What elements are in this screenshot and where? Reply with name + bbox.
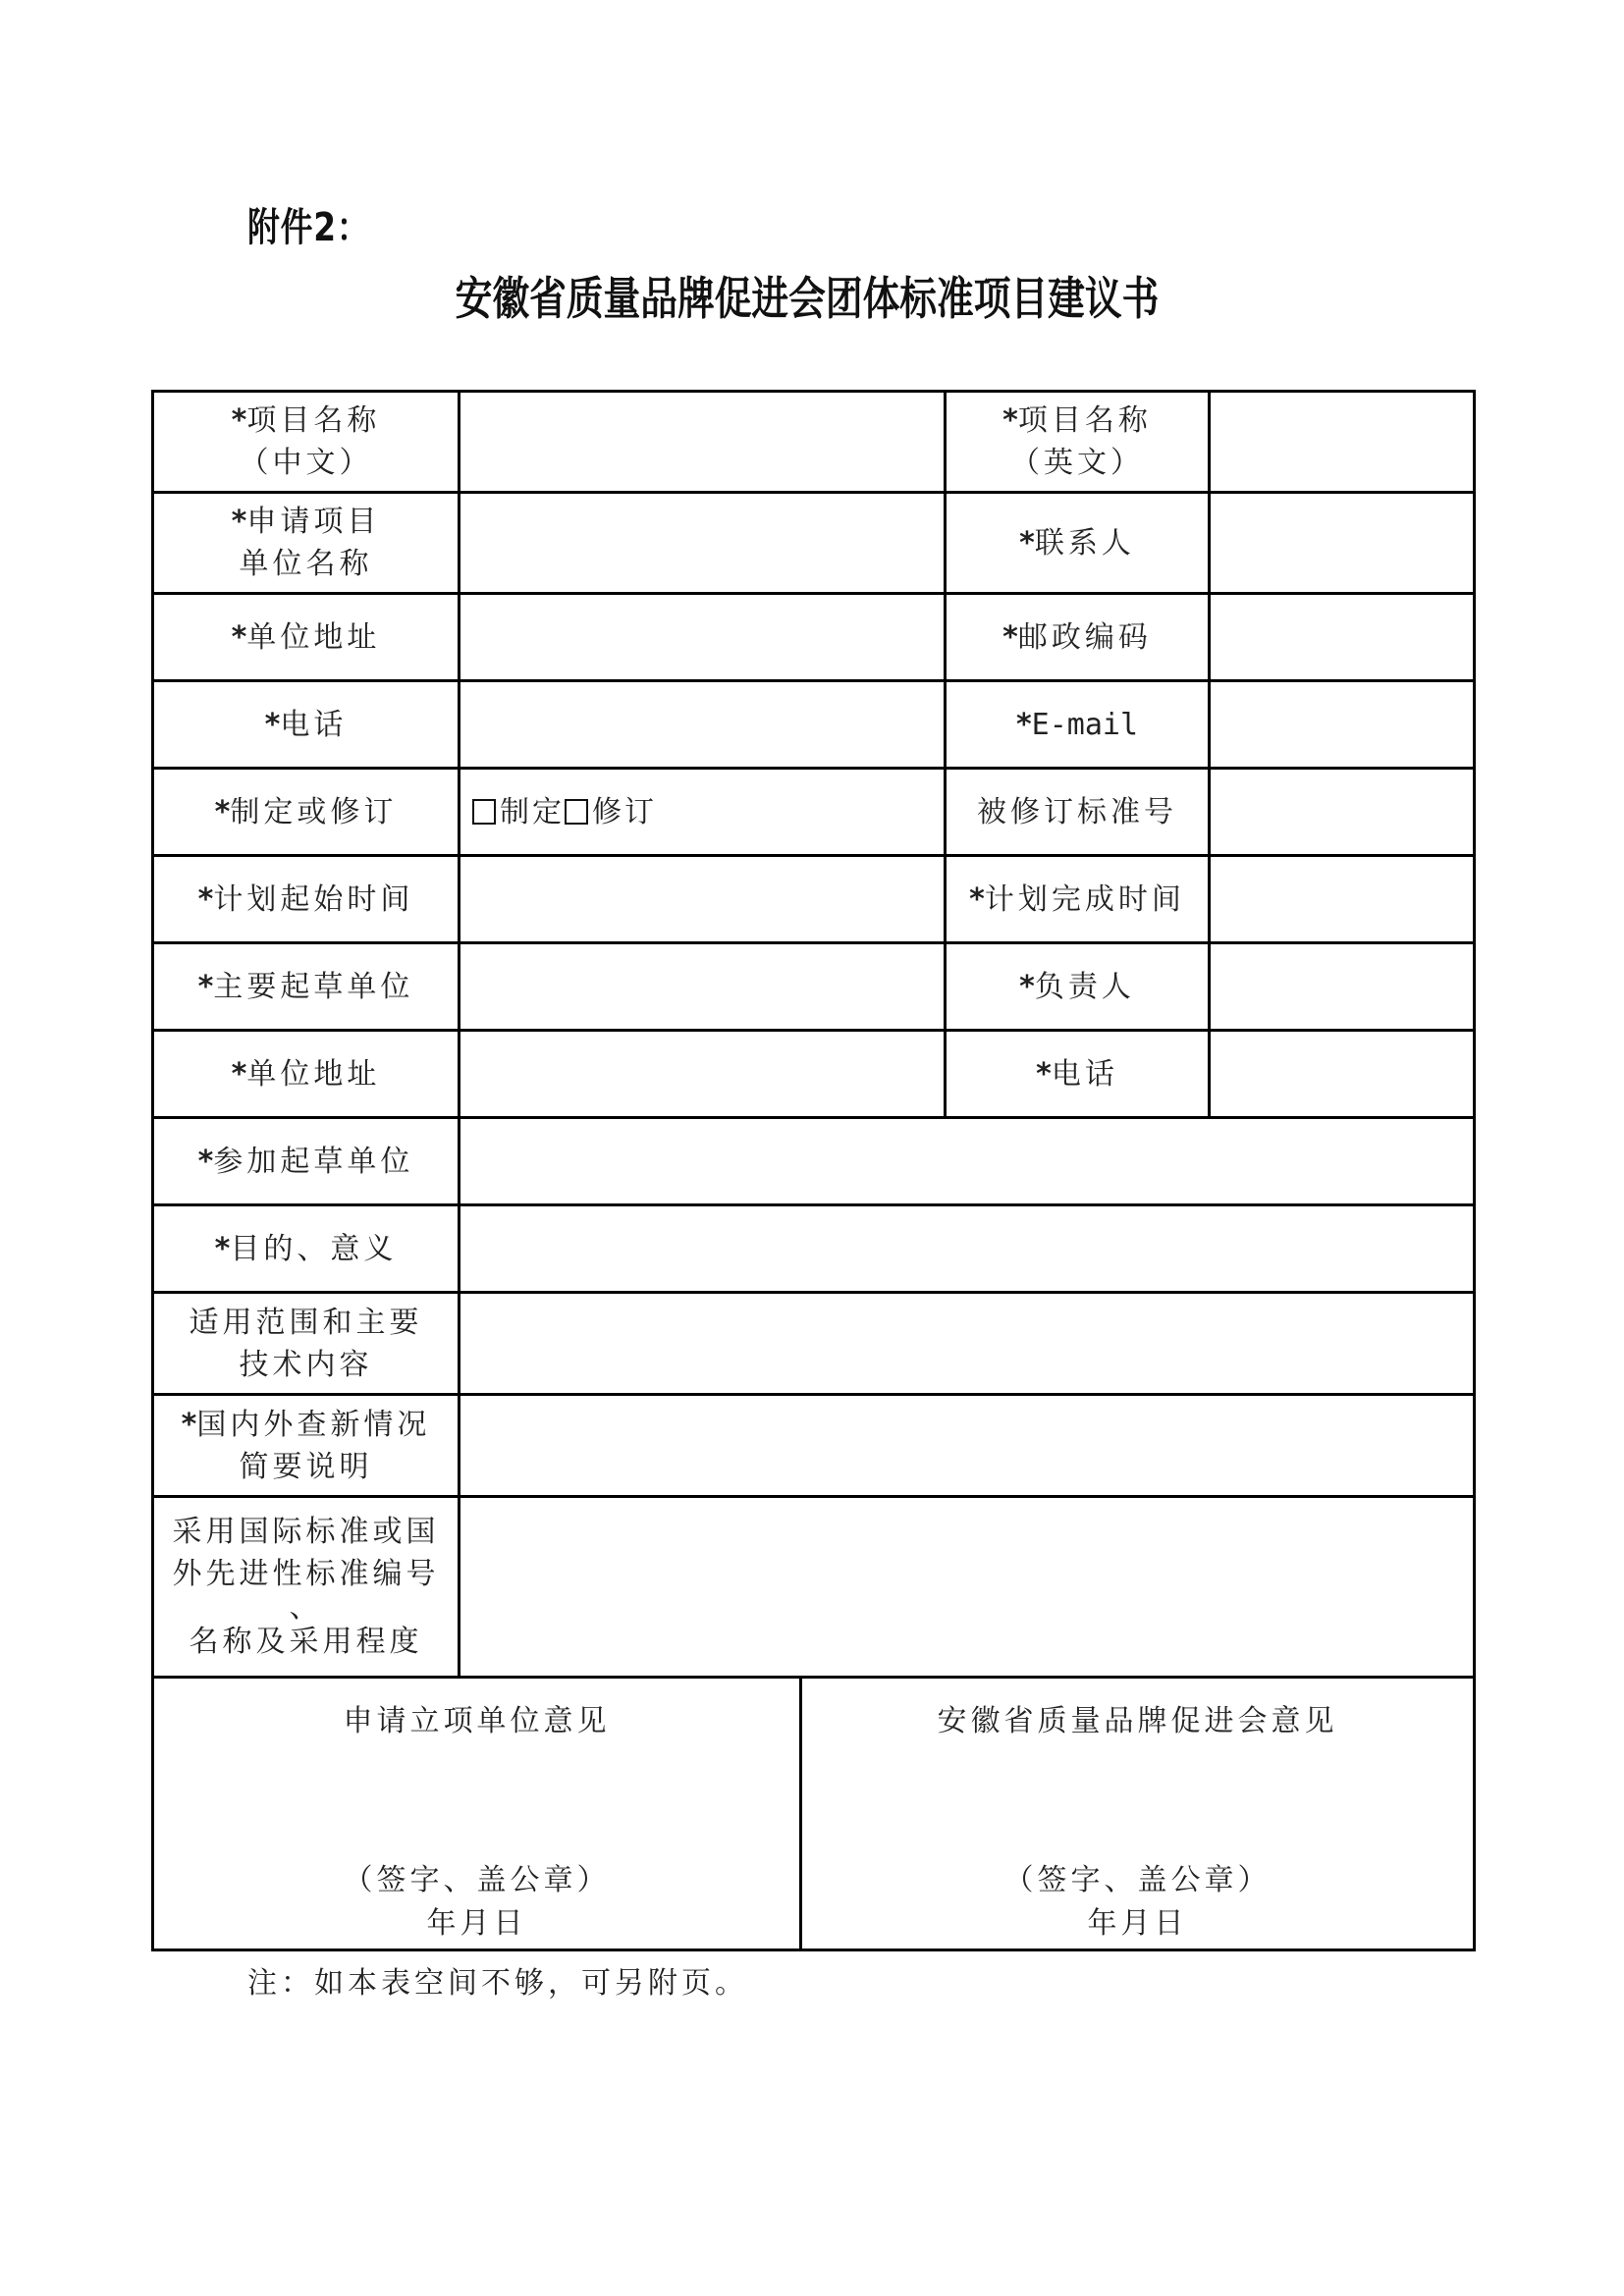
proposal-form-table [151, 390, 1476, 1679]
association-signature-seal: （签字、盖公章） [1003, 1863, 1272, 1897]
label-participating-units: *参加起草单位 [153, 1118, 460, 1205]
required-marker: * [1019, 525, 1035, 561]
person-in-charge-field[interactable] [1210, 943, 1475, 1031]
participating-units-field[interactable] [460, 1118, 1475, 1205]
planned-start-field[interactable] [460, 856, 946, 943]
document-title [0, 263, 1624, 328]
label-project-name-cn: *项目名称 （中文） [153, 392, 460, 493]
required-marker: * [1019, 969, 1035, 1004]
label-phone: *电话 [153, 681, 460, 769]
label-contact-person: *联系人 [946, 493, 1210, 594]
formulate-checkbox[interactable] [472, 799, 496, 825]
required-marker: * [214, 794, 231, 829]
required-marker: * [969, 881, 985, 917]
label-purpose-significance: *目的、意义 [153, 1205, 460, 1293]
label-main-drafting-unit: *主要起草单位 [153, 943, 460, 1031]
label-postal-code: *邮政编码 [946, 594, 1210, 681]
required-marker: * [197, 969, 214, 1004]
drafting-phone-field[interactable] [1210, 1031, 1475, 1118]
form-row-international-standards [153, 1497, 1475, 1678]
required-marker: * [231, 505, 247, 539]
required-marker: * [231, 403, 247, 438]
label-project-name-en: *项目名称 （英文） [946, 392, 1210, 493]
planned-finish-field[interactable] [1210, 856, 1475, 943]
form-row-type [153, 769, 1475, 856]
label-international-standards: 采用国际标准或国 外先进性标准编号 、 名称及采用程度 [153, 1497, 460, 1678]
main-drafting-unit-field[interactable] [460, 943, 946, 1031]
form-row-address [153, 594, 1475, 681]
association-opinion-cell[interactable] [801, 1678, 1475, 1950]
required-marker: * [1036, 1056, 1052, 1092]
required-marker: * [181, 1407, 197, 1442]
form-row-scope [153, 1293, 1475, 1395]
email-field[interactable] [1210, 681, 1475, 769]
international-standards-field[interactable] [460, 1497, 1475, 1678]
novelty-search-field[interactable] [460, 1395, 1475, 1497]
applicant-signature-seal: （签字、盖公章） [343, 1863, 611, 1897]
label-revised-standard-no: 被修订标准号 [946, 769, 1210, 856]
form-row-drafting-unit [153, 943, 1475, 1031]
required-marker: * [214, 1231, 231, 1266]
applicant-opinion-cell[interactable] [153, 1678, 801, 1950]
drafting-unit-address-field[interactable] [460, 1031, 946, 1118]
association-date: 年月日 [1087, 1906, 1188, 1941]
project-name-cn-field[interactable] [460, 392, 946, 493]
scope-technical-content-field[interactable] [460, 1293, 1475, 1395]
project-name-en-field[interactable] [1210, 392, 1475, 493]
form-row-purpose [153, 1205, 1475, 1293]
contact-person-field[interactable] [1210, 493, 1475, 594]
label-novelty-search: *国内外查新情况 简要说明 [153, 1395, 460, 1497]
label-scope-technical-content: 适用范围和主要 技术内容 [153, 1293, 460, 1395]
formulate-option-label: 制定 [500, 794, 565, 829]
label-planned-finish: *计划完成时间 [946, 856, 1210, 943]
required-marker: * [1002, 619, 1018, 655]
required-marker: * [264, 707, 281, 742]
label-unit-address: *单位地址 [153, 594, 460, 681]
form-row-phone-email [153, 681, 1475, 769]
purpose-significance-field[interactable] [460, 1205, 1475, 1293]
form-row-drafting-address [153, 1031, 1475, 1118]
required-marker: * [197, 881, 214, 917]
required-marker: * [197, 1144, 214, 1179]
unit-address-field[interactable] [460, 594, 946, 681]
phone-field[interactable] [460, 681, 946, 769]
formulate-or-revise-options [460, 769, 946, 856]
form-row-novelty-search [153, 1395, 1475, 1497]
revise-option-label: 修订 [592, 794, 657, 829]
label-drafting-phone: *电话 [946, 1031, 1210, 1118]
footnote: 注：如本表空间不够，可另附页。 [247, 1966, 748, 2001]
revise-checkbox[interactable] [565, 799, 588, 825]
label-applicant-unit: *申请项目 单位名称 [153, 493, 460, 594]
required-marker: * [231, 619, 247, 655]
applicant-unit-field[interactable] [460, 493, 946, 594]
attachment-label: 附件2： [247, 205, 370, 250]
required-marker: * [231, 1056, 247, 1092]
label-formulate-or-revise: *制定或修订 [153, 769, 460, 856]
applicant-date: 年月日 [426, 1906, 527, 1941]
form-row-participating-units [153, 1118, 1475, 1205]
required-marker: * [1015, 707, 1032, 742]
revised-standard-no-field[interactable] [1210, 769, 1475, 856]
label-drafting-unit-address: *单位地址 [153, 1031, 460, 1118]
label-email: *E-mail [946, 681, 1210, 769]
required-marker: * [1002, 403, 1018, 438]
postal-code-field[interactable] [1210, 594, 1475, 681]
document-title-text: 安徽省质量品牌促进会团体标准项目建议书 [455, 272, 1160, 325]
label-person-in-charge: *负责人 [946, 943, 1210, 1031]
label-planned-start: *计划起始时间 [153, 856, 460, 943]
form-row-project-name [153, 392, 1475, 493]
association-opinion-heading: 安徽省质量品牌促进会意见 [937, 1704, 1338, 1738]
form-row-applicant [153, 493, 1475, 594]
form-row-schedule [153, 856, 1475, 943]
applicant-opinion-heading: 申请立项单位意见 [343, 1704, 611, 1738]
opinion-table [151, 1676, 1476, 1951]
